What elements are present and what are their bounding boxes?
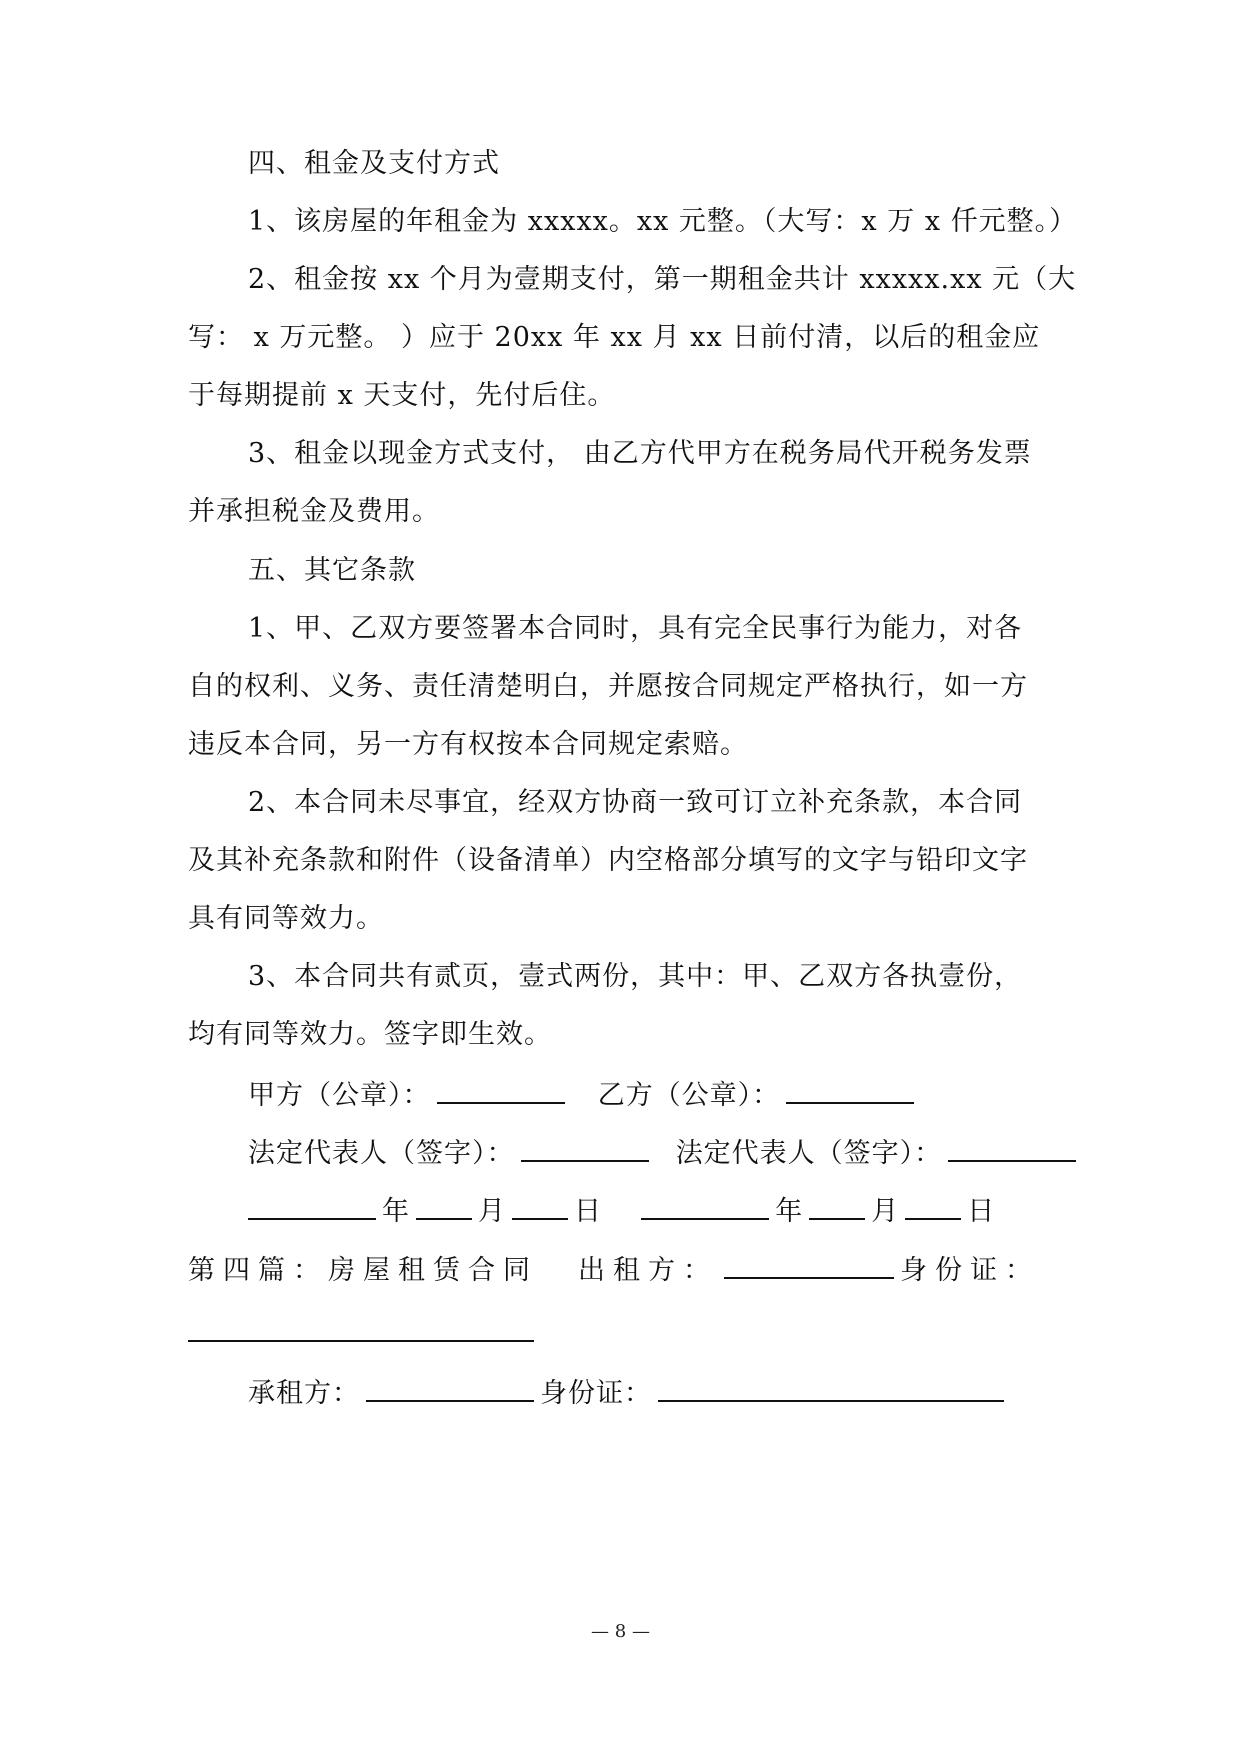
- legal-rep-b-label: 法定代表人（签字）：: [675, 1138, 943, 1169]
- section4-item2-line3: 于每期提前 x 天支付，先付后住。: [188, 380, 616, 411]
- section4-item3-line2: 并承担税金及费用。: [188, 496, 440, 527]
- lessor-blank[interactable]: [724, 1249, 894, 1279]
- day-label: 日: [574, 1196, 602, 1227]
- party-b-seal-blank[interactable]: [786, 1074, 914, 1104]
- lessee-id-label: 身份证：: [540, 1378, 652, 1409]
- section5-item3-line2: 均有同等效力。签字即生效。: [188, 1019, 552, 1050]
- year-label: 年: [775, 1196, 804, 1227]
- section4-heading: 四、租金及支付方式: [248, 148, 500, 179]
- party-a-seal-label: 甲方（公章）：: [248, 1080, 431, 1111]
- page-number: — 8 —: [591, 1621, 650, 1642]
- chapter4-header-row: [0, 1249, 1241, 1291]
- section4-item2-line2: 写： x 万元整。 ）应于 20xx 年 xx 月 xx 日前付清，以后的租金应: [188, 322, 1041, 353]
- legal-rep-b-blank[interactable]: [948, 1132, 1076, 1162]
- date-row: [0, 1190, 1241, 1232]
- date-b-month-blank[interactable]: [809, 1190, 865, 1220]
- date-b-day-blank[interactable]: [905, 1190, 961, 1220]
- lessor-id-label: 身份证：: [900, 1255, 1040, 1286]
- section4-item1: 1、该房屋的年租金为 xxxxx。xx 元整。（大写：x 万 x 仟元整。）: [248, 206, 1078, 237]
- lessor-label: 出租方：: [578, 1255, 718, 1286]
- party-b-seal-label: 乙方（公章）：: [597, 1080, 781, 1111]
- party-a-seal-blank[interactable]: [437, 1074, 565, 1104]
- lessee-id-blank[interactable]: [658, 1372, 1004, 1402]
- lessee-row: [0, 1372, 1241, 1414]
- section4-item3-line1: 3、租金以现金方式支付， 由乙方代甲方在税务局代开税务发票: [248, 438, 1032, 469]
- lessee-label: 承租方：: [248, 1378, 360, 1409]
- lessor-id-blank[interactable]: [188, 1312, 534, 1342]
- chapter4-title: 第四篇：房屋租赁合同: [188, 1255, 538, 1286]
- section5-item3-line1: 3、本合同共有贰页，壹式两份，其中：甲、乙双方各执壹份，: [248, 961, 1023, 992]
- section5-item2-line3: 具有同等效力。: [188, 903, 384, 934]
- day-label: 日: [967, 1196, 996, 1227]
- date-a-year-blank[interactable]: [248, 1190, 376, 1220]
- date-a-day-blank[interactable]: [512, 1190, 568, 1220]
- section5-item1-line2: 自的权利、义务、责任清楚明白，并愿按合同规定严格执行，如一方: [188, 671, 1028, 702]
- month-label: 月: [871, 1196, 900, 1227]
- year-label: 年: [382, 1196, 410, 1227]
- section5-item1-line3: 违反本合同，另一方有权按本合同规定索赔。: [188, 729, 748, 760]
- legal-rep-a-blank[interactable]: [521, 1132, 649, 1162]
- month-label: 月: [478, 1196, 506, 1227]
- lessee-blank[interactable]: [366, 1372, 534, 1402]
- section5-item2-line2: 及其补充条款和附件（设备清单）内空格部分填写的文字与铅印文字: [188, 845, 1028, 876]
- section5-item2-line1: 2、本合同未尽事宜，经双方协商一致可订立补充条款，本合同: [248, 787, 1023, 818]
- seal-signature-row: [0, 1074, 1241, 1116]
- legal-rep-row: [0, 1132, 1241, 1174]
- date-a-month-blank[interactable]: [416, 1190, 472, 1220]
- legal-rep-a-label: 法定代表人（签字）：: [248, 1138, 515, 1169]
- section5-heading: 五、其它条款: [248, 555, 416, 586]
- date-b-year-blank[interactable]: [641, 1190, 769, 1220]
- section5-item1-line1: 1、甲、乙双方要签署本合同时，具有完全民事行为能力，对各: [248, 613, 1023, 644]
- lessor-id-row: [0, 1312, 1241, 1354]
- section4-item2-line1: 2、租金按 xx 个月为壹期支付，第一期租金共计 xxxxx.xx 元（大: [248, 264, 1077, 295]
